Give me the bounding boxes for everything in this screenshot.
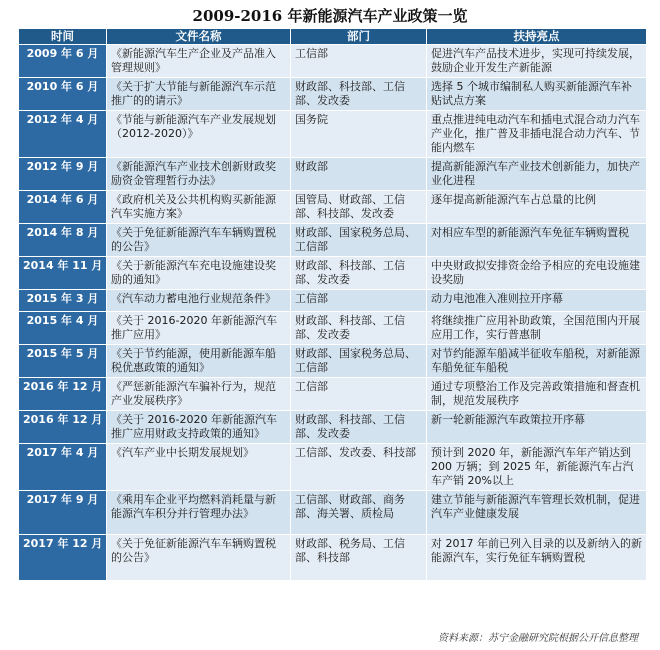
- table-row: [19, 224, 647, 257]
- cell-date: 2016 年 12 月: [19, 378, 107, 411]
- cell-file-name: 《关于扩大节能与新能源汽车示范推广的的请示》: [107, 78, 291, 111]
- cell-highlight: 建立节能与新能源汽车管理长效机制，促进汽车产业健康发展: [427, 491, 647, 535]
- cell-highlight: 重点推进纯电动汽车和插电式混合动力汽车产业化，推广普及非插电混合动力汽车、节能内燃车: [427, 111, 647, 158]
- cell-department: 财政部、科技部、工信部、发改委: [291, 312, 427, 345]
- cell-file-name: 《新能源汽车生产企业及产品准入管理规则》: [107, 45, 291, 78]
- cell-file-name: 《关于 2016-2020 年新能源汽车推广应用》: [107, 312, 291, 345]
- cell-file-name: 《关于节约能源，使用新能源车船税优惠政策的通知》: [107, 345, 291, 378]
- cell-file-name: 《严惩新能源汽车骗补行为，规范产业发展秩序》: [107, 378, 291, 411]
- cell-department: 工信部、财政部、商务部、海关署、质检局: [291, 491, 427, 535]
- cell-department: 财政部: [291, 158, 427, 191]
- policy-table: [18, 28, 647, 581]
- cell-department: 财政部、国家税务总局、工信部: [291, 345, 427, 378]
- column-header-dept: 部门: [291, 29, 427, 45]
- cell-department: 国管局、财政部、工信部、科技部、发改委: [291, 191, 427, 224]
- cell-date: 2016 年 12 月: [19, 411, 107, 444]
- cell-date: 2015 年 5 月: [19, 345, 107, 378]
- cell-file-name: 《汽车产业中长期发展规划》: [107, 444, 291, 491]
- cell-date: 2014 年 6 月: [19, 191, 107, 224]
- cell-date: 2009 年 6 月: [19, 45, 107, 78]
- cell-date: 2012 年 4 月: [19, 111, 107, 158]
- cell-department: 工信部: [291, 45, 427, 78]
- column-header-date: 时间: [19, 29, 107, 45]
- cell-date: 2014 年 8 月: [19, 224, 107, 257]
- cell-highlight: 新一轮新能源汽车政策拉开序幕: [427, 411, 647, 444]
- cell-department: 工信部: [291, 290, 427, 312]
- table-row: [19, 491, 647, 535]
- cell-department: 财政部、科技部、工信部、发改委: [291, 78, 427, 111]
- cell-file-name: 《节能与新能源汽车产业发展规划（2012-2020）》: [107, 111, 291, 158]
- page-title: 2009-2016 年新能源汽车产业政策一览: [192, 7, 468, 25]
- cell-highlight: 动力电池准入准则拉开序幕: [427, 290, 647, 312]
- cell-date: 2014 年 11 月: [19, 257, 107, 290]
- cell-highlight: 逐年提高新能源汽车占总量的比例: [427, 191, 647, 224]
- table-row: [19, 378, 647, 411]
- cell-highlight: 将继续推广应用补助政策，全国范围内开展应用工作，实行普惠制: [427, 312, 647, 345]
- table-row: [19, 312, 647, 345]
- table-row: [19, 257, 647, 290]
- cell-date: 2017 年 9 月: [19, 491, 107, 535]
- cell-file-name: 《政府机关及公共机构购买新能源汽车实施方案》: [107, 191, 291, 224]
- cell-date: 2017 年 4 月: [19, 444, 107, 491]
- table-body: [19, 45, 647, 581]
- cell-highlight: 促进汽车产品技术进步，实现可持续发展，鼓励企业开发生产新能源: [427, 45, 647, 78]
- table-row: [19, 535, 647, 581]
- cell-file-name: 《乘用车企业平均燃料消耗量与新能源汽车积分并行管理办法》: [107, 491, 291, 535]
- cell-department: 财政部、科技部、工信部、发改委: [291, 411, 427, 444]
- cell-file-name: 《新能源汽车产业技术创新财政奖励资金管理暂行办法》: [107, 158, 291, 191]
- column-header-highlight: 扶持亮点: [427, 29, 647, 45]
- cell-file-name: 《关于 2016-2020 年新能源汽车推广应用财政支持政策的通知》: [107, 411, 291, 444]
- cell-highlight: 选择 5 个城市编制私人购买新能源汽车补贴试点方案: [427, 78, 647, 111]
- table-header: [19, 29, 647, 45]
- column-header-file: 文件名称: [107, 29, 291, 45]
- table-row: [19, 345, 647, 378]
- table-row: [19, 158, 647, 191]
- cell-highlight: 中央财政拟安排资金给予相应的充电设施建设奖励: [427, 257, 647, 290]
- table-row: [19, 290, 647, 312]
- cell-highlight: 预计到 2020 年，新能源汽车年产销达到 200 万辆；到 2025 年，新能源汽车占汽车产销 20%以上: [427, 444, 647, 491]
- table-row: [19, 444, 647, 491]
- cell-department: 财政部、税务局、工信部、科技部: [291, 535, 427, 581]
- table-row: [19, 111, 647, 158]
- cell-department: 国务院: [291, 111, 427, 158]
- table-row: [19, 45, 647, 78]
- cell-date: 2017 年 12 月: [19, 535, 107, 581]
- cell-file-name: 《关于新能源汽车充电设施建设奖励的通知》: [107, 257, 291, 290]
- table-row: [19, 191, 647, 224]
- cell-date: 2012 年 9 月: [19, 158, 107, 191]
- cell-date: 2015 年 4 月: [19, 312, 107, 345]
- cell-department: 工信部: [291, 378, 427, 411]
- cell-highlight: 通过专项整治工作及完善政策措施和督查机制，规范发展秩序: [427, 378, 647, 411]
- cell-highlight: 对相应车型的新能源汽车免征车辆购置税: [427, 224, 647, 257]
- cell-highlight: 提高新能源汽车产业技术创新能力，加快产业化进程: [427, 158, 647, 191]
- cell-date: 2010 年 6 月: [19, 78, 107, 111]
- cell-department: 工信部、发改委、科技部: [291, 444, 427, 491]
- cell-department: 财政部、科技部、工信部、发改委: [291, 257, 427, 290]
- cell-date: 2015 年 3 月: [19, 290, 107, 312]
- cell-highlight: 对节约能源车船减半征收车船税，对新能源车船免征车船税: [427, 345, 647, 378]
- table-row: [19, 78, 647, 111]
- cell-file-name: 《汽车动力蓄电池行业规范条件》: [107, 290, 291, 312]
- cell-file-name: 《关于免征新能源汽车车辆购置税的公告》: [107, 224, 291, 257]
- header-row: [19, 29, 647, 45]
- source-note: 资料来源：苏宁金融研究院根据公开信息整理: [438, 633, 638, 644]
- cell-department: 财政部、国家税务总局、工信部: [291, 224, 427, 257]
- cell-file-name: 《关于免征新能源汽车车辆购置税的公告》: [107, 535, 291, 581]
- table-row: [19, 411, 647, 444]
- cell-highlight: 对 2017 年前已列入目录的以及新纳入的新能源汽车，实行免征车辆购置税: [427, 535, 647, 581]
